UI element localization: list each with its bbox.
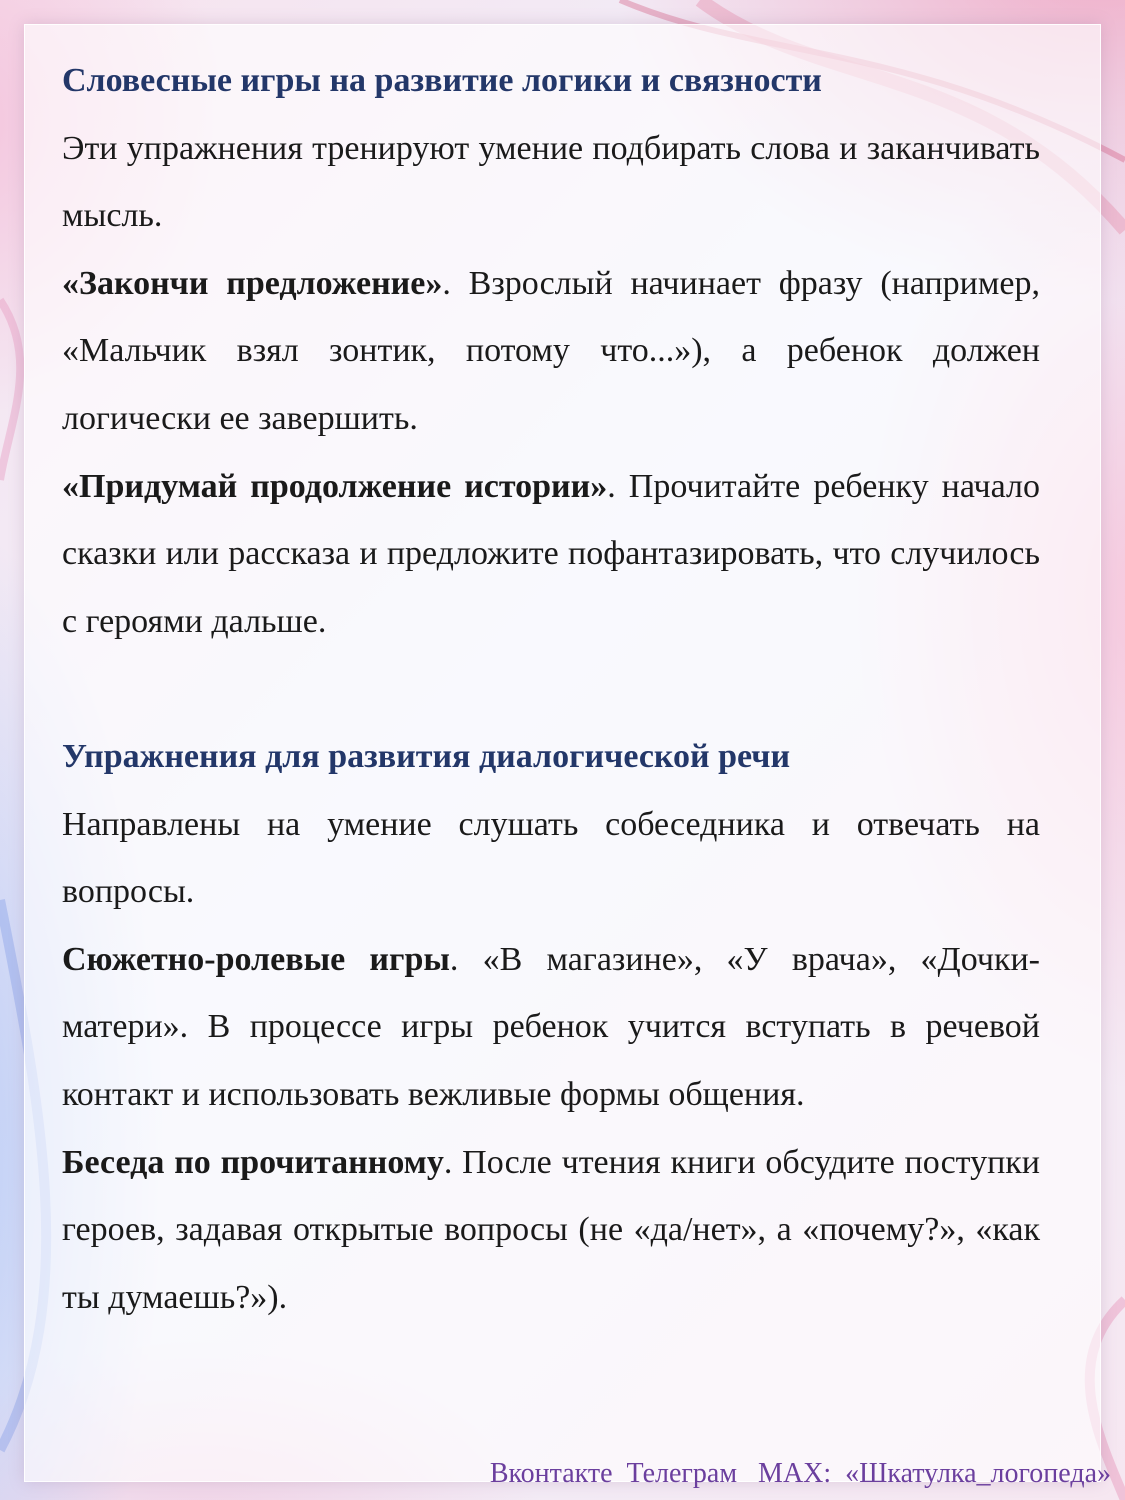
exercise-term: Беседа по прочитанному <box>62 1143 444 1181</box>
exercise-term: «Закончи предложение» <box>62 264 443 302</box>
section-heading-dialogue: Упражнения для развития диалогической речи <box>62 737 791 775</box>
section-spacer <box>62 655 1040 723</box>
exercise-finish-sentence <box>62 250 1040 453</box>
section-intro-dialogue: Направлены на умение слушать собеседника и отвечать на вопросы. <box>62 805 1040 911</box>
exercise-description: . Прочитайте ребенку начало сказки или рассказа и предложите пофантазировать, что случилось с героями дальше. <box>62 467 1041 640</box>
article-content <box>62 47 1040 1331</box>
section-intro-logic: Эти упражнения тренируют умение подбирать слова и заканчивать мысль. <box>62 129 1040 235</box>
section-heading-logic: Словесные игры на развитие логики и связности <box>62 62 822 99</box>
exercise-role-play <box>62 926 1040 1129</box>
exercise-term: «Придумай продолжение истории» <box>62 467 608 505</box>
exercise-description: . «В магазине», «У врача», «Дочки-матери». В процессе игры ребенок учится вступать в речевой контакт и использовать вежливые формы общения. <box>62 940 1040 1113</box>
exercise-term: Сюжетно-ролевые игры <box>62 940 450 978</box>
exercise-description: . Взрослый начинает фразу (например, «Мальчик взял зонтик, потому что...»), а ребенок должен логически ее завершить. <box>62 264 1040 437</box>
social-footer: Вконтакте Телеграм MAX: «Шкатулка_логопеда» <box>489 1458 1111 1489</box>
exercise-reading-discussion <box>62 1129 1040 1332</box>
exercise-description: . После чтения книги обсудите поступки героев, задавая открытые вопросы (не «да/нет», а «почему?», «как ты думаешь?»). <box>62 1143 1040 1316</box>
exercise-continue-story <box>62 453 1040 656</box>
